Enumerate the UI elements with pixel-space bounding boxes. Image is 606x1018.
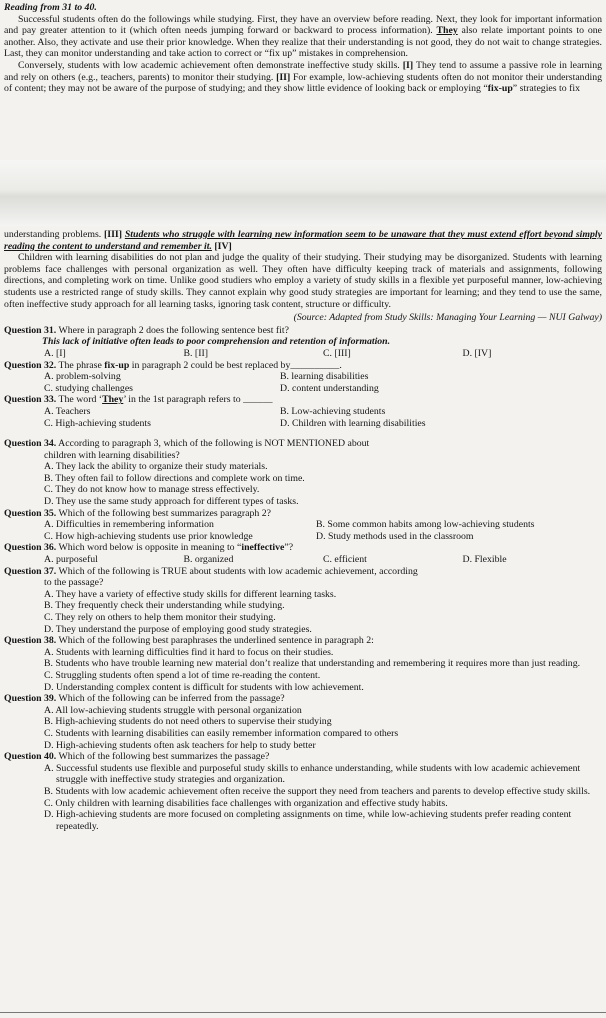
- q31-options: [4, 348, 602, 360]
- q35-options-row2: [4, 531, 602, 543]
- q31-option-b[interactable]: B. [II]: [183, 347, 208, 359]
- q32-option-d[interactable]: D. content understanding: [280, 382, 379, 394]
- q32-options-row2: [4, 383, 602, 395]
- q37-options: [4, 589, 602, 635]
- passage-top: [4, 2, 602, 95]
- q37-text: Which of the following is TRUE about students with low academic achievement, according: [56, 565, 418, 577]
- q34-label: Question 34.: [4, 438, 57, 450]
- question-31: [4, 325, 602, 360]
- q36-label: Question 36.: [4, 542, 57, 554]
- paragraph-1: [4, 14, 602, 60]
- paragraph-2-end: [4, 229, 602, 252]
- q39-label: Question 39.: [4, 693, 57, 705]
- q31-label: Question 31.: [4, 324, 57, 336]
- q39-options: [4, 705, 602, 751]
- p2-text-d: ” strategies to fix: [512, 83, 580, 95]
- underlined-sentence: Students who struggle with learning new information seem to be unaware that they must extend effort beyond simply reading the content to understand and remember it.: [4, 229, 602, 252]
- q36-text-a: Which word below is opposite in meaning to “: [56, 542, 242, 554]
- q40-option-b[interactable]: B. Students with low academic achievement often receive the support they need from teachers and parents to develop effective study skills.: [44, 785, 591, 797]
- section-heading: Reading from 31 to 40.: [4, 2, 97, 13]
- spacer: [4, 429, 602, 438]
- p2-text-a: Conversely, students with low academic achievement often demonstrate ineffective study skills.: [18, 59, 403, 71]
- q39-text: Which of the following can be inferred from the passage?: [56, 693, 285, 705]
- p1-they-word: They: [436, 25, 458, 37]
- question-40: [4, 751, 602, 832]
- bottom-rule: [0, 1012, 606, 1013]
- question-34: [4, 438, 602, 508]
- q38-label: Question 38.: [4, 635, 57, 647]
- passage-bottom: [4, 229, 602, 832]
- source-citation: (Source: Adapted from Study Skills: Managing Your Learning — NUI Galway): [293, 312, 602, 324]
- q36-option-b[interactable]: B. organized: [183, 554, 234, 566]
- q31-option-d[interactable]: D. [IV]: [462, 347, 492, 359]
- q32-text-a: The phrase: [56, 359, 105, 371]
- paragraph-3: Children with learning disabilities do not plan and judge the quality of their studying. Their studying may be disorganized. Students with learning problems face challenges with personal organization as well. They often have difficulty keeping track of materials and assignments, following directions, and completing work on time. Unlike good studiers who employ a variety of study skills in a flexible yet purposeful manner, low-achieving students use a restricted range of study skills. They cannot explain why good study strategies are important for learning; and they tend to use the same, often ineffective study approach for all learning tasks, ignoring task content, structure or difficulty.: [4, 252, 602, 310]
- q38-text: Which of the following best paraphrases the underlined sentence in paragraph 2:: [56, 635, 374, 647]
- q33-options-row1: [4, 406, 602, 418]
- q36-option-d[interactable]: D. Flexible: [462, 554, 507, 566]
- q38-option-a[interactable]: A. Students with learning difficulties find it hard to focus on their studies.: [44, 646, 334, 658]
- marker-iv: [IV]: [214, 240, 232, 252]
- q33-option-b[interactable]: B. Low-achieving students: [280, 405, 386, 417]
- q33-options-row2: [4, 418, 602, 430]
- q31-option-c[interactable]: C. [III]: [323, 347, 351, 359]
- q33-label: Question 33.: [4, 394, 57, 406]
- p1-text-a: Successful students often do the followings while studying. First, they have an overview before reading. Next, they look for important information and pay greater attention to it (which often needs jumping forward or backward to process information).: [4, 13, 602, 37]
- q31-sentence: This lack of initiative often leads to poor comprehension and retention of information.: [42, 336, 391, 348]
- p2-text-e: understanding problems.: [4, 229, 105, 240]
- q32-options-row1: [4, 371, 602, 383]
- q40-option-a[interactable]: A. Successful students use flexible and purposeful study skills to enhance understanding, while students with low academic achievement struggle with ineffective study strategies and organization.: [44, 762, 581, 786]
- p2-text-b: They tend to assume a passive role in learning and rely on others (e.g., teachers, parents) to monitor their studying.: [4, 59, 602, 83]
- q35-option-c[interactable]: C. How high-achieving students use prior knowledge: [44, 530, 253, 542]
- q36-text-c: ”?: [284, 542, 294, 554]
- q33-keyword: They: [102, 394, 124, 406]
- q34-option-d[interactable]: D. They use the same study approach for different types of tasks.: [44, 496, 299, 508]
- marker-iii: [III]: [104, 229, 123, 240]
- q36-options: [4, 554, 602, 566]
- q32-option-a[interactable]: A. problem-solving: [44, 371, 121, 383]
- marker-i: [I]: [402, 59, 414, 71]
- q35-text: Which of the following best summarizes paragraph 2?: [56, 507, 272, 519]
- q35-label: Question 35.: [4, 507, 57, 519]
- q36-keyword: ineffective: [241, 542, 285, 554]
- q35-option-d[interactable]: D. Study methods used in the classroom: [316, 530, 474, 542]
- q33-text-c: ’ in the 1st paragraph refers to ______: [123, 394, 273, 406]
- q36-option-a[interactable]: A. purposeful: [44, 554, 98, 566]
- q34-option-c[interactable]: C. They do not know how to manage stress effectively.: [44, 484, 260, 496]
- q34-options: [4, 461, 602, 507]
- q33-option-c[interactable]: C. High-achieving students: [44, 417, 151, 429]
- q35-options-row1: [4, 519, 602, 531]
- q34-text-cont: children with learning disabilities?: [44, 449, 180, 461]
- q34-option-b[interactable]: B. They often fail to follow directions and complete work on time.: [44, 472, 305, 484]
- question-38: [4, 635, 602, 693]
- q38-option-c[interactable]: C. Struggling students often spend a lot of time re-reading the content.: [44, 669, 321, 681]
- q40-option-c[interactable]: C. Only children with learning disabilities face challenges with organization and effective study habits.: [44, 797, 448, 809]
- q37-option-a[interactable]: A. They have a variety of effective study skills for different learning tasks.: [44, 588, 337, 600]
- p2-text-c: For example, low-achieving students often do not monitor their understanding of content; they may not be aware of the purpose of studying; and they show little evidence of looking back or employing “: [4, 71, 602, 95]
- q33-option-d[interactable]: D. Children with learning disabilities: [280, 417, 426, 429]
- q40-option-d[interactable]: D. High-achieving students are more focused on completing assignments on time, while low-achieving students prefer reading content repeatedly.: [44, 809, 572, 832]
- marker-ii: [II]: [276, 71, 291, 83]
- q33-text-a: The word ‘: [56, 394, 103, 406]
- paragraph-2-start: [4, 60, 602, 95]
- q37-text-cont: to the passage?: [44, 577, 104, 589]
- page-split-gap: [0, 160, 606, 226]
- q31-option-a[interactable]: A. [I]: [44, 347, 66, 359]
- q36-option-c[interactable]: C. efficient: [323, 554, 367, 566]
- q39-option-d[interactable]: D. High-achieving students often ask teachers for help to study better: [44, 739, 316, 751]
- q37-label: Question 37.: [4, 565, 57, 577]
- question-36: [4, 542, 602, 565]
- q38-option-b[interactable]: B. Students who have trouble learning new material don’t realize that understanding and remembering it requires more than just reading.: [44, 658, 581, 670]
- q33-option-a[interactable]: A. Teachers: [44, 405, 91, 417]
- question-39: [4, 693, 602, 751]
- question-33: [4, 394, 602, 429]
- q39-option-b[interactable]: B. High-achieving students do not need others to supervise their studying: [44, 716, 332, 728]
- q40-text: Which of the following best summarizes the passage?: [56, 751, 270, 763]
- fix-up-word: fix-up: [487, 83, 513, 95]
- q39-option-c[interactable]: C. Students with learning disabilities can easily remember information compared to others: [44, 727, 399, 739]
- q32-label: Question 32.: [4, 359, 57, 371]
- q38-option-d[interactable]: D. Understanding complex content is difficult for students with low achievement.: [44, 681, 364, 693]
- q37-option-c[interactable]: C. They rely on others to help them monitor their studying.: [44, 612, 276, 623]
- q40-options: [4, 763, 602, 833]
- q32-text-c: in paragraph 2 could be best replaced by__________.: [129, 359, 342, 371]
- q34-option-a[interactable]: A. They lack the ability to organize their study materials.: [44, 461, 268, 473]
- q34-text: According to paragraph 3, which of the following is NOT MENTIONED about: [56, 438, 370, 450]
- q32-option-c[interactable]: C. studying challenges: [44, 382, 133, 394]
- q35-option-b[interactable]: B. Some common habits among low-achieving students: [316, 519, 535, 531]
- question-35: [4, 508, 602, 543]
- q32-keyword: fix-up: [104, 359, 130, 371]
- q38-options: [4, 647, 602, 693]
- question-37: [4, 566, 602, 636]
- q39-option-a[interactable]: A. All low-achieving students struggle with personal organization: [44, 704, 302, 716]
- q37-option-b[interactable]: B. They frequently check their understanding while studying.: [44, 600, 285, 612]
- p1-text-b: also relate important points to one another. Also, they activate and use their prior knowledge. When they realize that their understanding is not good, they do not wait to change strategies. Last, they can monitor understanding and take action to correct or “fix up” mistakes in comprehension.: [4, 25, 602, 60]
- q37-option-d[interactable]: D. They understand the purpose of employing good study strategies.: [44, 623, 312, 635]
- q40-label: Question 40.: [4, 751, 57, 763]
- question-32: [4, 360, 602, 395]
- q31-text: Where in paragraph 2 does the following sentence best fit?: [56, 324, 289, 336]
- q35-option-a[interactable]: A. Difficulties in remembering information: [44, 519, 214, 531]
- q32-option-b[interactable]: B. learning disabilities: [280, 371, 369, 383]
